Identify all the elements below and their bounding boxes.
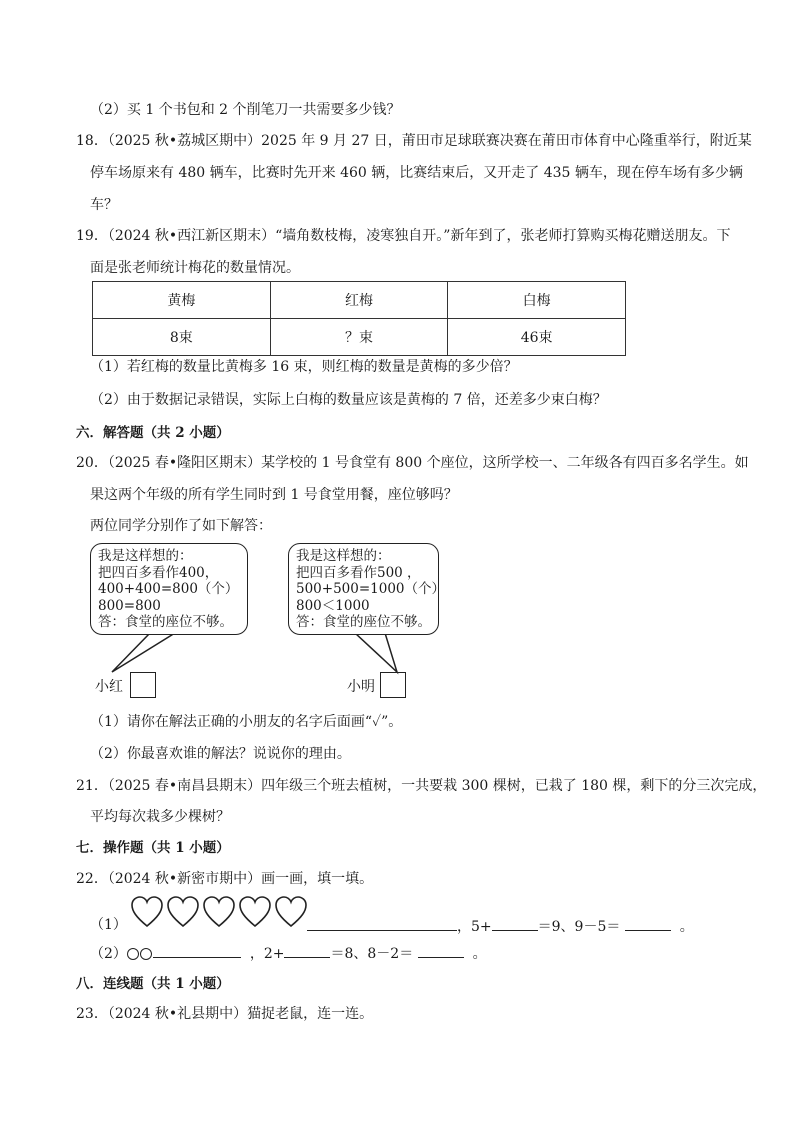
q22-sub2-text-c: 。 [472, 946, 487, 962]
answer-blank[interactable] [492, 915, 538, 931]
q22-line1: 22．（2024 秋•新密市期中）画一画，填一填。 [76, 871, 374, 887]
checkbox-xiaoming[interactable] [380, 672, 406, 698]
heart-icon [238, 896, 272, 928]
answer-blank[interactable] [307, 915, 457, 931]
answer-blank[interactable] [418, 942, 464, 958]
q23-line: 23．（2024 秋•礼县期中）猫捉老鼠，连一连。 [76, 1006, 374, 1022]
circle-group [127, 944, 153, 964]
circle-icon [140, 948, 152, 960]
answer-blank[interactable] [284, 942, 330, 958]
bubble-line: 答：食堂的座位不够。 [296, 614, 431, 630]
heart-icon [202, 896, 236, 928]
section-6-heading: 六．解答题（共 2 小题） [76, 425, 230, 441]
q22-sub2-row [90, 942, 487, 964]
heart-icon [130, 896, 164, 928]
q22-sub1-text-c: 。 [679, 919, 694, 935]
bubble-line: 800=800 [98, 597, 161, 614]
table-cell: 红梅 [270, 282, 448, 319]
speech-bubble-right [288, 543, 446, 635]
q22-sub1-text-a: ，5+ [457, 919, 492, 935]
heart-icon [274, 896, 308, 928]
circle-icon [127, 948, 139, 960]
answer-blank[interactable] [153, 942, 241, 958]
table-header-row [93, 282, 626, 319]
q19-sub2: （2）由于数据记录错误，实际上白梅的数量应该是黄梅的 7 倍，还差多少束白梅？ [90, 392, 607, 408]
section-8-heading: 八．连线题（共 1 小题） [76, 976, 230, 992]
name-xiaohong: 小红 [95, 679, 123, 695]
table-cell: 8束 [93, 319, 271, 356]
table-cell: 46束 [448, 319, 626, 356]
q20-sub1: （1）请你在解法正确的小朋友的名字后面画“✓”。 [90, 714, 403, 730]
table-cell: ？束 [270, 319, 448, 356]
q22-sub1-row [307, 915, 694, 937]
bubble-line: 400+400=800（个） [98, 581, 239, 597]
flower-count-table [92, 281, 626, 356]
bubble-line: 800＜1000 [296, 597, 370, 614]
q19-line1: 19．（2024 秋•西江新区期末）“墙角数枝梅，凌寒独自开。”新年到了，张老师打算购买梅花赠送朋友。下 [76, 228, 731, 244]
speech-bubble-left [90, 543, 248, 635]
speech-tail-right [345, 630, 425, 675]
q20-line2: 果这两个年级的所有学生同时到 1 号食堂用餐，座位够吗？ [90, 487, 458, 503]
heart-group [130, 896, 308, 928]
heart-icon [166, 896, 200, 928]
table-row [93, 319, 626, 356]
q22-sub2-label: （2） [90, 946, 127, 962]
q20-line1: 20．（2025 春•隆阳区期末）某学校的 1 号食堂有 800 个座位，这所学校一、二年级各有四百多名学生。如 [76, 455, 749, 471]
q22-sub1-text-b: ＝9、9－5＝ [537, 919, 621, 935]
q20-sub2: （2）你最喜欢谁的解法？说说你的理由。 [90, 746, 351, 762]
q21-line1: 21．（2025 春•南昌县期末）四年级三个班去植树，一共要栽 300 棵树，已栽了 180 棵，剩下的分三次完成， [76, 778, 767, 794]
q22-sub2-text-b: ＝8、8－2＝ [330, 946, 414, 962]
bubble-line: 我是这样想的： [98, 548, 193, 564]
name-xiaoming: 小明 [347, 679, 375, 695]
bubble-line: 我是这样想的： [296, 548, 391, 564]
bubble-line: 500+500=1000（个） [296, 581, 446, 597]
table-cell: 黄梅 [93, 282, 271, 319]
bubble-line: 答：食堂的座位不够。 [98, 614, 233, 630]
answer-blank[interactable] [625, 915, 671, 931]
bubble-line: 把四百多看作400， [98, 564, 219, 581]
q18-line2: 停车场原来有 480 辆车，比赛时先开来 460 辆，比赛结束后，又开走了 435 辆车，现在停车场有多少辆 [90, 165, 743, 181]
q19-line2: 面是张老师统计梅花的数量情况。 [90, 260, 300, 276]
q19-sub1: （1）若红梅的数量比黄梅多 16 束，则红梅的数量是黄梅的多少倍？ [90, 359, 518, 375]
bubble-line: 把四百多看作500 ， [296, 564, 421, 581]
table-cell: 白梅 [448, 282, 626, 319]
q21-line2: 平均每次栽多少棵树？ [90, 809, 230, 825]
q22-sub2-text-a: ，2+ [249, 946, 285, 962]
q17-sub2: （2）买 1 个书包和 2 个削笔刀一共需要多少钱？ [90, 102, 401, 118]
q18-line3: 车？ [90, 197, 118, 213]
q18-line1: 18．（2025 秋•荔城区期中）2025 年 9 月 27 日，莆田市足球联赛决赛在莆田市体育中心隆重举行，附近某 [76, 133, 752, 149]
checkbox-xiaohong[interactable] [130, 672, 156, 698]
q20-line3: 两位同学分别作了如下解答： [90, 518, 272, 534]
speech-tail-left [110, 630, 200, 675]
section-7-heading: 七．操作题（共 1 小题） [76, 840, 230, 856]
q22-sub1-label: （1） [90, 917, 127, 933]
